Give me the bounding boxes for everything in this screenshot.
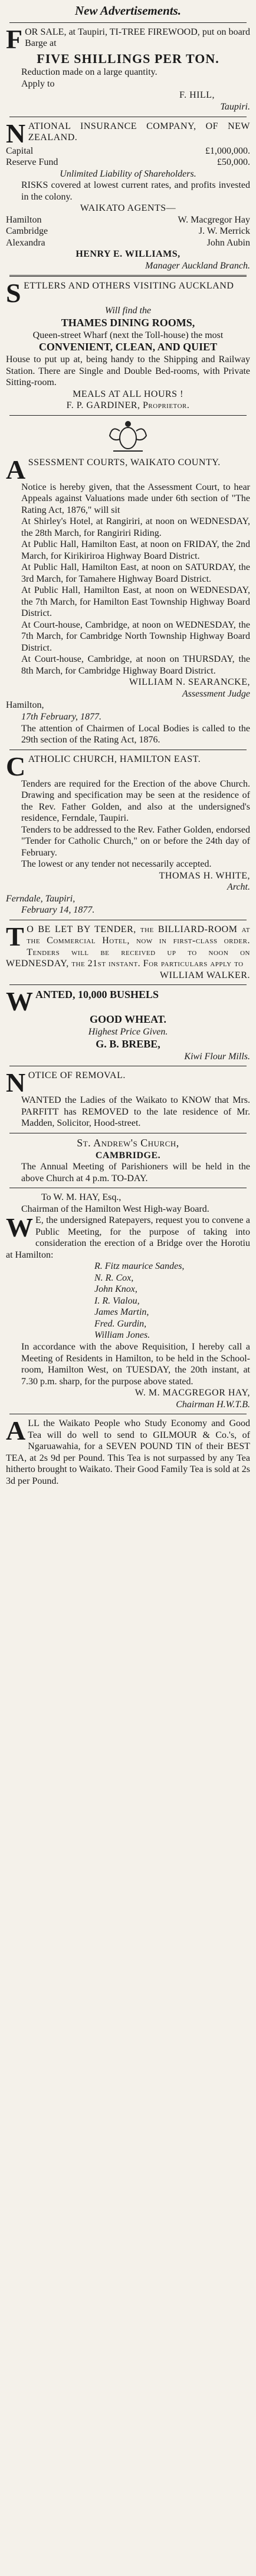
firewood-reduction: Reduction made on a large quantity. [21, 67, 157, 78]
wheat-good: GOOD WHEAT. [89, 1013, 167, 1026]
assessment-signed-title: Assessment Judge [182, 688, 250, 699]
billiard-title: O BE LET BY TENDER, [27, 924, 136, 934]
signatory: I. R. Vialou, [94, 1295, 140, 1306]
insurance-manager-title: Manager Auckland Branch. [145, 260, 250, 271]
dining-address: Queen-street Wharf (next the Toll-house) the most [32, 330, 224, 340]
standrew-title: St. Andrew's Church, [77, 1136, 179, 1149]
divider [9, 275, 247, 277]
wheat-signed: G. B. BREBE, [96, 1037, 160, 1050]
agent-name: W. Macgregor Hay [178, 214, 250, 225]
church-body: The lowest or any tender not necessarily accepted. [21, 859, 212, 870]
church-body: Tenders to be addressed to the Rev. Father Golden, endorsed "Tender for Catholic Church," on or before the 24th day of February. [21, 824, 250, 858]
agent-row [6, 226, 250, 237]
drop-cap: A [6, 1415, 26, 1446]
ad-wheat [6, 986, 250, 1062]
drop-cap: F [6, 24, 23, 54]
capital-value: £1,000,000. [205, 145, 250, 156]
capital-label: Capital [6, 145, 34, 156]
signatory: N. R. Cox, [94, 1272, 134, 1283]
assessment-place: Hamilton, [6, 700, 44, 711]
dining-title: ETTLERS AND OTHERS VISITING AUCKLAND [24, 281, 234, 291]
signatory: William Jones. [94, 1330, 150, 1341]
ad-highway-requisition [6, 1192, 250, 1410]
assessment-signed: WILLIAM N. SEARANCKE, [129, 677, 250, 688]
insurance-title: ATIONAL INSURANCE COMPANY, OF NEW ZEALAND. [28, 121, 250, 143]
insurance-liability: Unlimited Liability of Shareholders. [60, 168, 196, 179]
agent-name: John Aubin [206, 237, 250, 248]
signatory: John Knox, [94, 1284, 137, 1295]
firewood-text: OR SALE, at Taupiri, TI-TREE FIREWOOD, put on board Barge at [25, 26, 250, 49]
highway-to: To W. M. HAY, Esq., [41, 1192, 122, 1203]
signatory: Fred. Gurdin, [94, 1318, 147, 1329]
agent-place: Hamilton [6, 214, 42, 225]
church-body: Tenders are required for the Erection of the above Church. Drawing and specification may be seen at the residence of the Rev. Father Golden, and also at the undersigned's residence, Ferndale, Taupiri. [21, 778, 250, 824]
church-signed: THOMAS H. WHITE, [159, 870, 250, 881]
ad-firewood [6, 26, 250, 113]
standrew-place: CAMBRIDGE. [95, 1150, 161, 1161]
standrew-body: The Annual Meeting of Parishioners will be held in the above Church at 4 p.m. TO-DAY. [21, 1162, 250, 1183]
highway-reply: In accordance with the above Requisition, I hereby call a Meeting of Residents in Hamilton, to be held in the School-room, Hamilton West, on TUESDAY, the 20th instant, at 7.30 p.m. sharp, for the purpose above stated. [21, 1342, 250, 1387]
agent-place: Cambridge [6, 226, 48, 237]
church-date: February 14, 1877. [21, 905, 95, 916]
agent-row [6, 237, 250, 249]
ad-catholic-church [6, 751, 250, 916]
assessment-sitting: At Public Hall, Hamilton East, at noon on FRIDAY, the 2nd March, for Kirikiriroa Highway Board District. [21, 539, 250, 561]
ad-dining-rooms [6, 280, 250, 412]
column-header: New Advertisements. [74, 4, 182, 18]
assessment-intro: Notice is hereby given, that the Assessment Court, to hear Appeals against Valuations made under 6th section of "The Rating Act, 1876," will sit [21, 482, 250, 515]
signatory: R. Fitz maurice Sandes, [94, 1261, 185, 1272]
highway-signed: W. M. MACGREGOR HAY, [134, 1388, 250, 1398]
ad-assessment-courts [6, 419, 250, 746]
assessment-sitting: At Public Hall, Hamilton East, at noon on SATURDAY, the 3rd March, for Tamahere Highway Board District. [21, 562, 250, 584]
dining-name: THAMES DINING ROOMS, [61, 316, 195, 329]
billiard-signed: WILLIAM WALKER. [160, 970, 250, 980]
reserve-row [6, 157, 250, 168]
divider [9, 415, 247, 416]
removal-body: WANTED the Ladies of the Waikato to KNOW that Mrs. PARFITT has REMOVED to the late residence of Mr. Madden, Solicitor, Hood-street. [21, 1095, 250, 1129]
wheat-title: ANTED, 10,000 BUSHELS [35, 989, 159, 1001]
dining-body: House to put up at, being handy to the Shipping and Railway Station. There are Single and Double Bed-rooms, with Private Sitting-room. [6, 354, 250, 388]
removal-title: OTICE OF REMOVAL. [28, 1070, 126, 1081]
divider [9, 22, 247, 23]
drop-cap: W [6, 986, 33, 1017]
agent-name: J. W. Merrick [198, 226, 250, 237]
agent-place: Alexandra [6, 237, 45, 248]
billiard-body: the BILLIARD-ROOM at the Commercial Hotel, now in first-class order. Tenders will be received up to noon on WEDNESDAY, the 21st instant. For particulars apply to [6, 924, 251, 969]
ad-st-andrews [6, 1137, 250, 1185]
firewood-apply: Apply to [21, 78, 55, 89]
drop-cap: W [6, 1212, 33, 1243]
assessment-sitting: At Court-house, Cambridge, at noon on THURSDAY, the 8th March, for Cambridge Highway Board District. [21, 654, 250, 676]
assessment-footnote: The attention of Chairmen of Local Bodies is called to the 29th section of the Rating Act, 1876. [21, 723, 250, 745]
church-place: Ferndale, Taupiri, [6, 893, 76, 904]
assessment-date: 17th February, 1877. [21, 712, 101, 722]
ad-insurance [6, 118, 250, 272]
firewood-place: Taupiri. [220, 101, 250, 112]
assessment-sitting: At Court-house, Cambridge, at noon on WEDNESDAY, the 7th March, for Cambridge North Township Highway Board District. [21, 619, 250, 653]
divider [9, 984, 247, 985]
assessment-title: SSESSMENT COURTS, WAIKATO COUNTY. [28, 457, 221, 468]
highway-signed-title: Chairman H.W.T.B. [176, 1399, 250, 1410]
tea-body: LL the Waikato People who Study Economy and Good Tea will do well to send to GILMOUR & Co.'s, of Ngaruawahia, for a SEVEN POUND TIN of their BEST TEA, at 2s 9d per Pound. This Tea is not surpassed by any Tea hitherto brought to Waikato. Their Good Family Tea is sold at 2s 3d per Pound. [6, 1418, 250, 1486]
drop-cap: S [6, 278, 22, 309]
ad-removal [6, 1067, 250, 1129]
ad-billiard-room [6, 921, 251, 982]
reserve-label: Reserve Fund [6, 157, 58, 168]
drop-cap: T [6, 921, 25, 952]
drop-cap: A [6, 454, 26, 485]
assessment-sitting: At Public Hall, Hamilton East, at noon on WEDNESDAY, the 7th March, for Hamilton East Township Highway Board District. [21, 585, 250, 619]
highway-body: E, the undersigned Ratepayers, request you to convene a Public Meeting, for the purpose of taking into consideration the erection of a Bridge over the Horotiu at Hamilton: [6, 1215, 250, 1260]
capital-row [6, 145, 250, 157]
dining-convenient: CONVENIENT, CLEAN, AND QUIET [38, 341, 218, 353]
dining-proprietor: F. P. GARDINER, Proprietor. [66, 400, 190, 411]
signatory: James Martin, [94, 1307, 149, 1318]
advertisement-column [0, 4, 256, 1487]
firewood-price: FIVE SHILLINGS PER TON. [37, 51, 219, 66]
agent-row [6, 214, 250, 226]
ad-tea [6, 1415, 250, 1487]
drop-cap: C [6, 751, 26, 781]
dining-meals: MEALS AT ALL HOURS ! [73, 389, 183, 399]
reserve-value: £50,000. [217, 157, 250, 168]
assessment-sitting: At Shirley's Hotel, at Rangiriri, at noon on WEDNESDAY, the 28th March, for Rangiriri Riding. [21, 516, 250, 538]
wheat-price: Highest Price Given. [88, 1027, 168, 1037]
wheat-place: Kiwi Flour Mills. [184, 1051, 250, 1062]
insurance-manager: HENRY E. WILLIAMS, [76, 249, 180, 260]
drop-cap: N [6, 1067, 26, 1098]
coat-of-arms-icon [107, 419, 149, 455]
drop-cap: N [6, 118, 26, 148]
dining-find: Will find the [104, 306, 152, 316]
firewood-name: F. HILL, [179, 90, 215, 101]
church-title: ATHOLIC CHURCH, HAMILTON EAST. [28, 754, 201, 764]
church-signed-title: Archt. [227, 882, 250, 893]
insurance-risks: RISKS covered at lowest current rates, and profits invested in the colony. [21, 180, 250, 202]
agents-head: WAIKATO AGENTS— [80, 203, 176, 214]
highway-to-title: Chairman of the Hamilton West High-way Board. [21, 1204, 209, 1214]
